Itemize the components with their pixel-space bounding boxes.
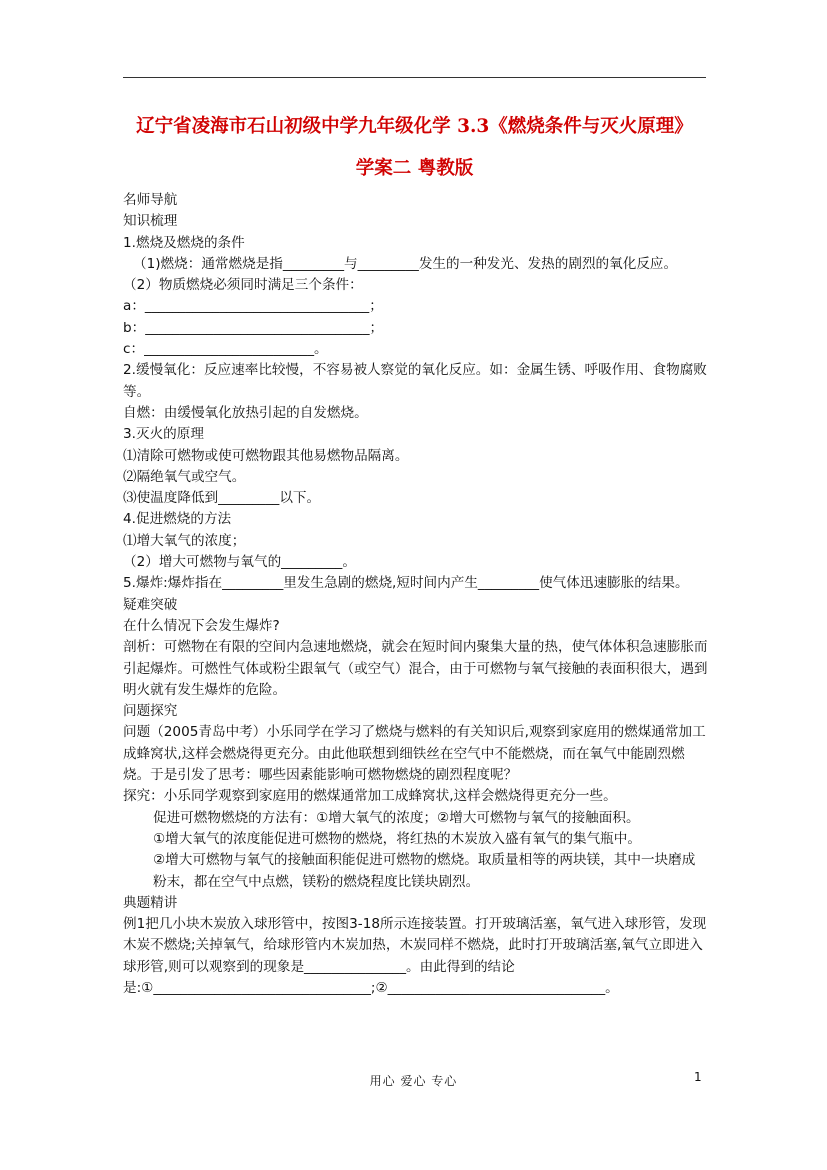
text-line: 探究：小乐同学观察到家庭用的燃煤通常加工成蜂窝状,这样会燃烧得更充分一些。 <box>123 788 617 805</box>
document-title-line-2: 学案二 粤教版 <box>355 158 474 179</box>
blank-line-c: c：_________________________。 <box>123 341 328 358</box>
section-heading: 名师导航 <box>123 192 178 208</box>
question-line: 在什么情况下会发生爆炸? <box>123 617 280 634</box>
page-number: 1 <box>694 1070 702 1084</box>
header-rule <box>123 77 706 78</box>
paragraph: ②增大可燃物与氧气的接触面积能促进可燃物的燃烧。取质量相等的两块镁，其中一块磨成粉末，都在空气中点燃，镁粉的燃烧程度比镁块剧烈。 <box>153 852 696 890</box>
text-line: 自燃：由缓慢氧化放热引起的自发燃烧。 <box>123 404 368 421</box>
document-title-line-1: 辽宁省凌海市石山初级中学九年级化学 3.3《燃烧条件与灭火原理》 <box>136 116 693 137</box>
text-line: （1)燃烧：通常燃烧是指_________与_________发生的一种发光、发热的剧烈的氧化反应。 <box>133 255 678 272</box>
text-line: ⑴增大氧气的浓度； <box>123 532 246 549</box>
item-heading: 4.促进燃烧的方法 <box>123 511 232 528</box>
text-line: ①增大氧气的浓度能促进可燃物的燃烧，将红热的木炭放入盛有氧气的集气瓶中。 <box>153 830 641 847</box>
blank-line-a: a：_________________________________； <box>123 298 383 315</box>
paragraph: 问题（2005青岛中考）小乐同学在学习了燃烧与燃料的有关知识后,观察到家庭用的燃煤通常加工成蜂窝状,这样会燃烧得更充分。由此他联想到细铁丝在空气中不能燃烧，而在氧气中能剧烈燃烧。于是引发了思考：哪些因素能影响可燃物燃烧的剧烈程度呢？ <box>123 724 706 784</box>
text-line: 促进可燃物燃烧的方法有：①增大氧气的浓度；②增大可燃物与氧气的接触面积。 <box>153 809 640 826</box>
blank-line-b: b：_________________________________； <box>123 319 384 336</box>
text-line: （2）增大可燃物与氧气的_________。 <box>123 554 356 571</box>
text-line: （2）物质燃烧必须同时满足三个条件： <box>123 277 363 294</box>
paragraph: 例1把几小块木炭放入球形管中，按图3-18所示连接装置。打开玻璃活塞，氧气进入球形管，发现木炭不燃烧;关掉氧气，给球形管内木炭加热，木炭同样不燃烧，此时打开玻璃活塞,氧气立即进入球形管,则可以观察到的现象是_______________。由此得到的结论是:①________________________________;②________________________________。 <box>123 916 707 996</box>
text-line: ⑶使温度降低到_________以下。 <box>123 490 321 507</box>
section-heading: 典题精讲 <box>123 894 178 911</box>
document-body <box>123 190 708 999</box>
paragraph: 5.爆炸:爆炸指在_________里发生急剧的燃烧,短时间内产生_________使气体迅速膨胀的结果。 <box>123 575 689 592</box>
section-heading: 疑难突破 <box>123 596 178 613</box>
text-line: ⑵隔绝氧气或空气。 <box>123 468 246 485</box>
item-heading: 3.灭火的原理 <box>123 426 204 443</box>
paragraph: 剖析：可燃物在有限的空间内急速地燃烧，就会在短时间内聚集大量的热，使气体体积急速膨胀而引起爆炸。可燃性气体或粉尘跟氧气（或空气）混合，由于可燃物与氧气接触的表面积很大，遇到明火就有发生爆炸的危险。 <box>123 639 708 698</box>
item-heading: 1.燃烧及燃烧的条件 <box>123 234 245 251</box>
section-heading: 问题探究 <box>123 703 178 720</box>
subsection-heading: 知识梳理 <box>123 213 178 230</box>
footer-slogan: 用心 爱心 专心 <box>369 1074 458 1088</box>
paragraph: 2.缓慢氧化：反应速率比较慢，不容易被人察觉的氧化反应。如：金属生锈、呼吸作用、食物腐败等。 <box>123 362 707 400</box>
text-line: ⑴清除可燃物或使可燃物跟其他易燃物品隔离。 <box>123 447 409 464</box>
